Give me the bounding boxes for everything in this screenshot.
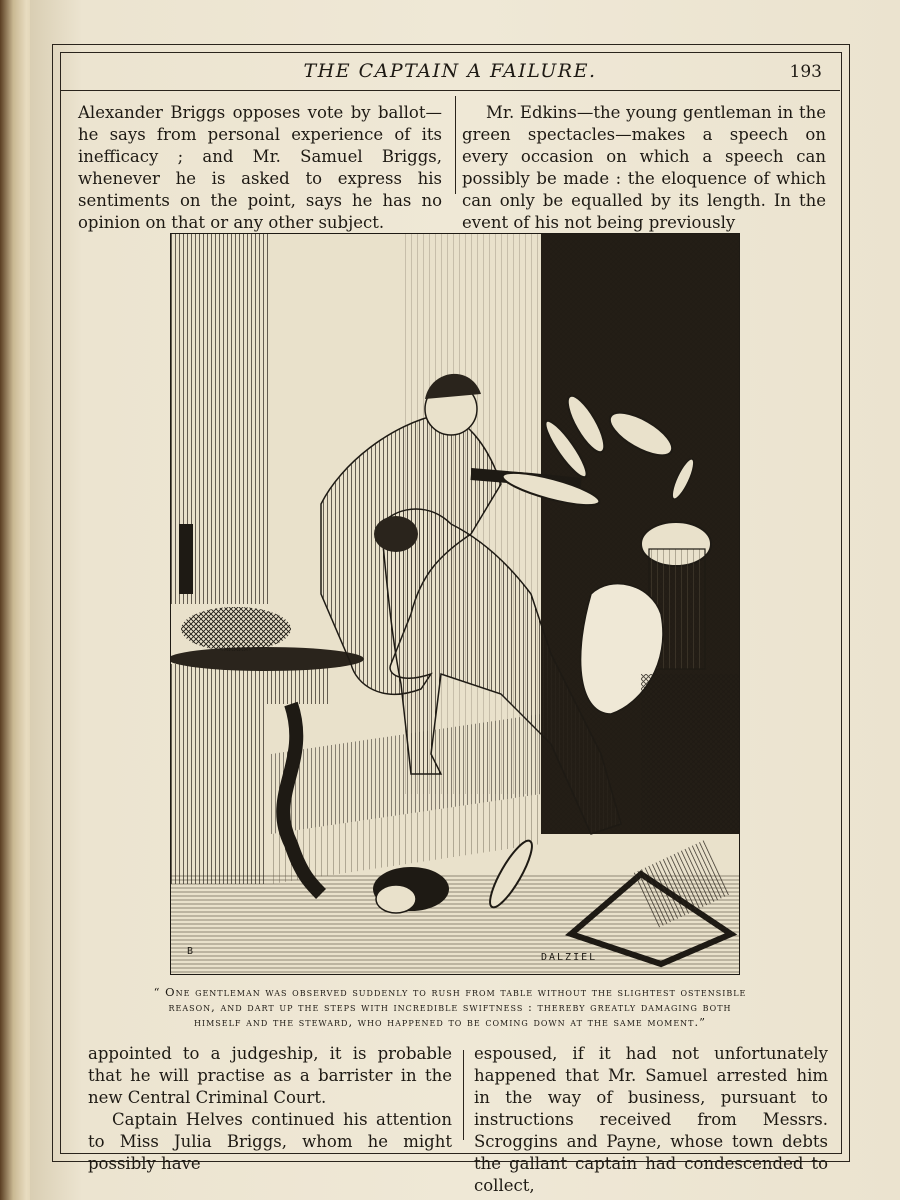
caption-line: “ One gentleman was observed suddenly to rush from table without the slightest ostensible xyxy=(153,985,747,999)
engraving-illustration xyxy=(170,233,740,975)
running-head xyxy=(60,60,840,90)
paragraph: Mr. Edkins—the young gentleman in the green spectacles—makes a speech on every occasion on which a speech can possibly be made : the eloquence of which can only be equalled by its length. In the event of his not being previously xyxy=(462,103,826,232)
artist-monogram: B xyxy=(187,946,194,957)
column-divider xyxy=(455,96,456,194)
caption-line: himself and the steward, who happened to be coming down at the same moment.” xyxy=(193,1015,707,1029)
paragraph: appointed to a judgeship, it is probable that he will practise as a barrister in the new Central Criminal Court. xyxy=(88,1044,452,1107)
top-right-column xyxy=(462,102,826,234)
paragraph: espoused, if it had not unfortunately happened that Mr. Samuel arrested him in the way of business, pursuant to instructions received from Messrs. Scroggins and Payne, whose town debts the gallant captain had condescended to collect, xyxy=(474,1044,828,1195)
chapter-title: THE CAPTAIN A FAILURE. xyxy=(303,60,597,82)
header-rule xyxy=(60,90,840,91)
column-divider xyxy=(463,1050,464,1140)
bottom-right-column xyxy=(474,1043,828,1197)
page-number: 193 xyxy=(789,62,822,82)
top-left-column xyxy=(78,102,442,234)
bottom-left-column xyxy=(88,1043,452,1175)
paragraph: Captain Helves continued his attention to Miss Julia Briggs, whom he might possibly have xyxy=(88,1110,452,1173)
caption-line: reason, and dart up the steps with incredible swiftness : thereby greatly damaging both xyxy=(168,1000,732,1014)
engraving-drawing xyxy=(171,234,739,974)
engraver-signature: DALZIEL xyxy=(541,952,598,963)
paragraph: Alexander Briggs opposes vote by ballot—he says from personal experience of its inefficacy ; and Mr. Samuel Briggs, whenever he is asked to express his sentiments on the point, says he has no opinion on that or any other subject. xyxy=(78,103,442,232)
illustration-caption xyxy=(80,985,820,1030)
